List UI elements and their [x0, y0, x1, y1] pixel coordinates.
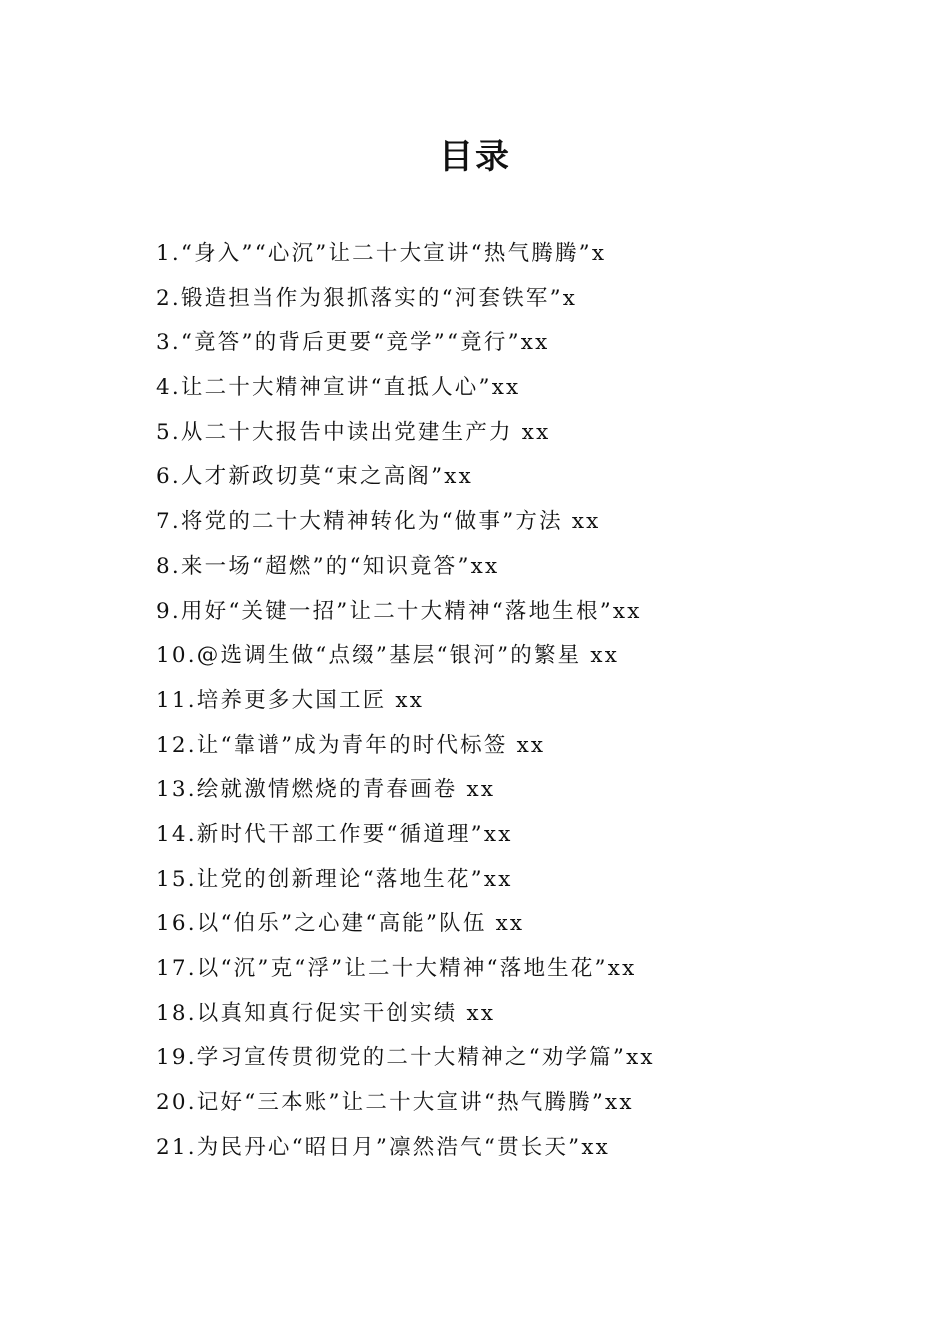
toc-item: 15.让党的创新理论“落地生花”xx	[156, 866, 513, 892]
toc-item: 21.为民丹心“昭日月”凛然浩气“贯长天”xx	[156, 1134, 611, 1160]
toc-item: 1.“身入”“心沉”让二十大宣讲“热气腾腾”x	[156, 241, 607, 266]
toc-item: 10.@选调生做“点缀”基层“银河”的繁星 xx	[156, 643, 620, 669]
toc-item: 20.记好“三本账”让二十大宣讲“热气腾腾”xx	[156, 1090, 634, 1116]
toc-item: 8.来一场“超燃”的“知识竟答”xx	[156, 553, 500, 579]
toc-item: 12.让“靠谱”成为青年的时代标签 xx	[156, 732, 546, 758]
toc-item: 2.锻造担当作为狠抓落实的“河套铁军”x	[156, 285, 578, 311]
toc-item: 9.用好“关键一招”让二十大精神“落地生根”xx	[156, 598, 642, 624]
toc-item: 19.学习宣传贯彻党的二十大精神之“劝学篇”xx	[156, 1045, 655, 1071]
toc-item: 5.从二十大报告中读出党建生产力 xx	[156, 419, 551, 445]
toc-item: 17.以“沉”克“浮”让二十大精神“落地生花”xx	[156, 956, 637, 981]
page-title: 目录	[439, 137, 511, 177]
toc-item: 13.绘就激情燃烧的青春画卷 xx	[156, 777, 496, 803]
toc-item: 3.“竟答”的背后更要“竞学”“竟行”xx	[156, 330, 550, 356]
toc-item: 16.以“伯乐”之心建“高能”队伍 xx	[156, 911, 525, 937]
toc-item: 6.人才新政切莫“束之高阁”xx	[156, 464, 473, 490]
toc-item: 7.将党的二十大精神转化为“做事”方法 xx	[156, 509, 601, 535]
toc-item: 14.新时代干部工作要“循道理”xx	[156, 821, 513, 847]
toc-item: 18.以真知真行促实干创实绩 xx	[156, 1000, 496, 1026]
toc-item: 11.培养更多大国工匠 xx	[156, 687, 425, 713]
table-of-contents	[156, 232, 876, 1170]
toc-item: 4.让二十大精神宣讲“直抵人心”xx	[156, 375, 521, 401]
